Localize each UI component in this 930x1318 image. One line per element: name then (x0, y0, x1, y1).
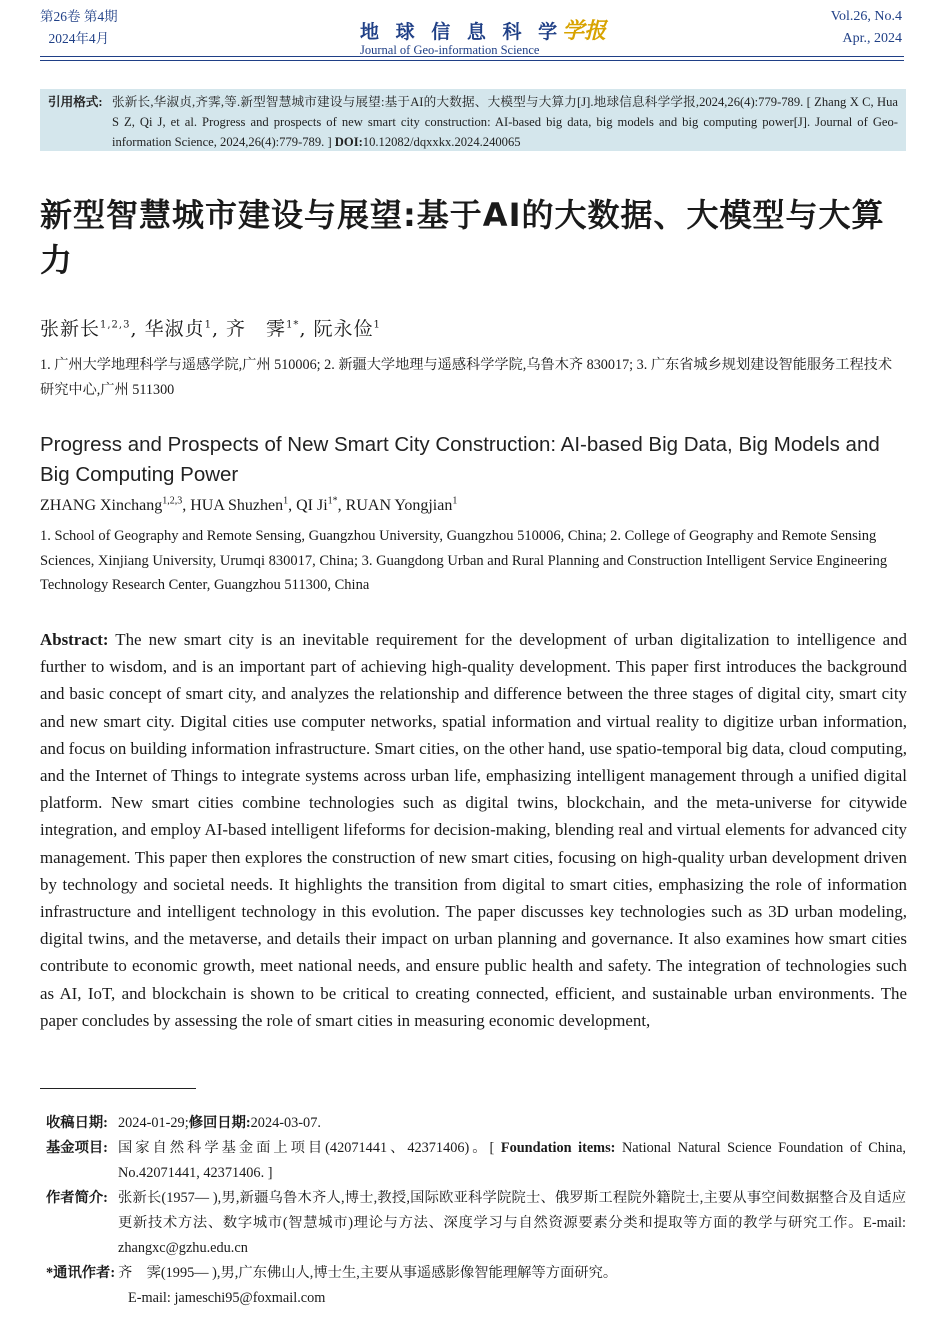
author-cn: 阮永俭 (313, 318, 374, 340)
citation-label: 引用格式: (48, 95, 103, 109)
author-affil-sup: 1 (452, 495, 458, 507)
author-affil-sup: 1 (204, 319, 212, 331)
authors-en: ZHANG Xinchang$^{1,2,3}$, HUA Shuzhen$^1$, QI $Ji^{1*}$, RUAN Yongjian$^1$ (40, 495, 458, 514)
corresponding-email[interactable]: E-mail: jameschi95@foxmail.com (128, 1290, 326, 1306)
header-volume-cn (40, 6, 118, 50)
header-volume-en (831, 6, 902, 50)
fund-cn: 国家自然科学基金面上项目(42071441、42371406)。 (118, 1140, 490, 1156)
author-en: QI Ji (296, 497, 328, 514)
affiliations-cn: 1. 广州大学地理科学与遥感学院,广州 510006; 2. 新疆大学地理与遥感科学学院,乌鲁木齐 830017; 3. 广东省城乡规划建设智能服务工程技术研究中心,广州 511300 (40, 357, 893, 398)
author-affil-sup: 1,2,3 (162, 495, 183, 507)
corresponding-bio: 齐 霁(1995— ),男,广东佛山人,博士生,主要从事遥感影像智能理解等方面研究。 (118, 1265, 618, 1281)
author-affil-sup: 1,2,3 (100, 319, 131, 331)
author-email[interactable]: E-mail: zhangxc@gzhu.edu.cn (118, 1215, 906, 1256)
header-date-cn: 2024年4月 (48, 31, 110, 46)
header-date-en: Apr., 2024 (842, 31, 902, 46)
abstract (40, 626, 907, 1034)
authors-cn: 张新长$^{1,2,3}$, 华淑贞$^1$, 齐 霁$^{1*}$, 阮永俭$^1$ (40, 318, 381, 340)
received-date: 2024-01-29; (118, 1115, 189, 1131)
footnote-rule (40, 1088, 196, 1089)
footnote-fund: 基金项目: 国家自然科学基金面上项目(42071441、42371406)。[ Foundation items: National Natural Science Foundation of China, No.42071441, 42371406. ] (40, 1136, 906, 1186)
header-rule-thin (40, 60, 904, 61)
journal-name-cn: 地 球 信 息 科 学 (360, 21, 563, 43)
author-bio-label: 作者简介: (46, 1190, 108, 1206)
author-en: ZHANG Xinchang (40, 497, 163, 514)
journal-seal: 学报 (562, 18, 607, 44)
abstract-label: Abstract: (40, 630, 109, 649)
author-en: HUA Shuzhen (190, 497, 284, 514)
author-bio: 张新长(1957— ),男,新疆乌鲁木齐人,博士,教授,国际欧亚科学院院士、俄罗斯工程院外籍院士,主要从事空间数据整合及自适应更新技术方法、数字城市(智慧城市)理论与方法、深度学习与自然资源要素分类和提取等方面的教学与研究工作。 (118, 1190, 906, 1231)
author-cn: 齐 霁 (226, 318, 287, 340)
fund-en: National Natural Science Foundation of China, No.42071441, 42371406. ] (118, 1140, 906, 1181)
revised-date: 2024-03-07. (250, 1115, 321, 1131)
author-affil-sup: 1 (283, 495, 289, 507)
footnote-author (40, 1186, 906, 1261)
footnote-corresponding (40, 1261, 906, 1286)
doi-label: DOI: (334, 135, 363, 149)
author-affil-sup: 1* (327, 495, 338, 507)
citation-text-cn: 张新长,华淑贞,齐霁,等.新型智慧城市建设与展望:基于AI的大数据、大模型与大算力[J].地球信息科学学报,2024,26(4):779-789. (112, 95, 804, 109)
title-en: Progress and Prospects of New Smart City Construction: AI-based Big Data, Big Models and Big Computing Power (40, 433, 880, 486)
citation-text-en: [ Zhang X C, Hua S Z, Qi J, et al. Progress and prospects of new smart city construction: AI-based big data, big models and big computing power[J]. Journal of Geo-information Science, 2024,26(4):779-789. ] (112, 95, 898, 149)
affiliations-en: 1. School of Geography and Remote Sensing, Guangzhou University, Guangzhou 510006, China; 2. College of Geography and Remote Sensing Sciences, Xinjiang University, Urumqi 830017, China; 3. Guangdong Urban and Rural Planning and Construction Intelligent Service Engineering Technology Research Center, Guangzhou 511300, China (40, 528, 888, 594)
header-volume-issue-en: Vol.26, No.4 (830, 9, 902, 24)
footnote-dates (40, 1111, 906, 1136)
citation-box (40, 89, 906, 151)
corresponding-label: *通讯作者: (46, 1265, 116, 1281)
author-cn: 张新长 (40, 318, 101, 340)
author-en: RUAN Yongjian (345, 497, 453, 514)
header-rule (40, 56, 904, 57)
revised-label: 修回日期: (188, 1115, 251, 1131)
footnotes (40, 1111, 906, 1311)
fund-label: 基金项目: (46, 1140, 108, 1156)
doi-link[interactable]: 10.12082/dqxxkx.2024.240065 (362, 135, 521, 149)
journal-name-en: Journal of Geo-information Science (360, 43, 540, 57)
author-affil-sup: 1* (286, 319, 300, 331)
title-cn: 新型智慧城市建设与展望:基于AI的大数据、大模型与大算力 (40, 196, 885, 279)
header-volume-issue-cn: 第26卷 第4期 (40, 9, 118, 24)
author-cn: 华淑贞 (144, 318, 205, 340)
journal-logo (360, 14, 620, 58)
fund-en-label: Foundation items: (500, 1140, 616, 1156)
received-label: 收稿日期: (46, 1115, 108, 1131)
abstract-text: The new smart city is an inevitable requirement for the development of urban digitalization to intelligence and further to wisdom, and is an important part of achieving high-quality development. This paper first introduces the background and basic concept of smart city, and analyzes the relationship and difference between the three stages of digital city, smart city and new smart city. Digital cities use computer networks, spatial information and virtual reality to digitize urban information, and focus on building information infrastructure. Smart cities, on the other hand, use spatio-temporal big data, cloud computing, and the Internet of Things to integrate systems across urban life, emphasizing intelligent management through a unified digital platform. New smart cities combine technologies such as digital twins, blockchain, and the meta-universe for citywide integration, and employ AI-based intelligent lifeforms for decision-making, blending real and virtual elements for advanced city management. This paper then explores the construction of new smart cities, focusing on high-quality urban development driven by technology and societal needs. It highlights the transition from digital to smart cities, emphasizing the role of information infrastructure and intelligent technology in this evolution. The paper discusses key technologies such as 3D urban modeling, digital twins, and the metaverse, and details their impact on urban planning and governance. It also examines how smart cities contribute to economic growth, meet national needs, and ensure public health and safety. The integration of technologies such as AI, IoT, and blockchain is shown to be critical to creating connected, efficient, and sustainable urban environments. The paper concludes by assessing the role of smart cities in measuring economic development, (40, 630, 907, 1030)
author-affil-sup: 1 (373, 319, 381, 331)
